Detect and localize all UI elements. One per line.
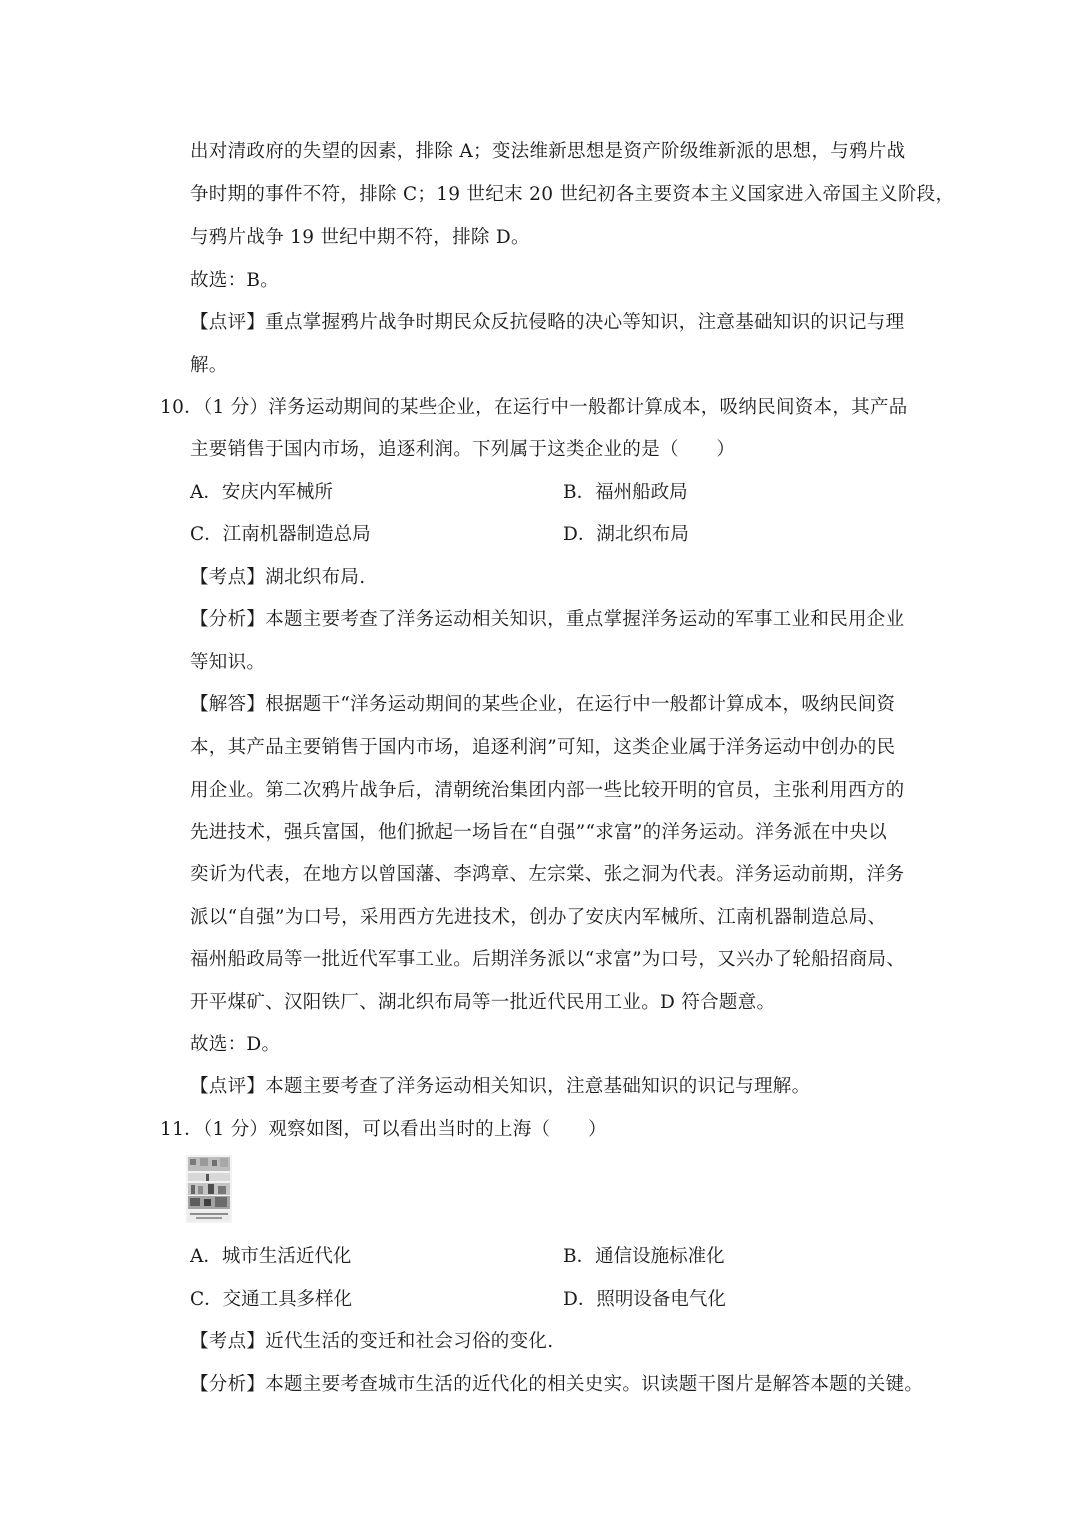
q10-answer: 福州船政局等一批近代军事工业。后期洋务派以“求富”为口号，又兴办了轮船招商局、 — [190, 949, 906, 970]
analysis-line: 出对清政府的失望的因素，排除 A；变法维新思想是资产阶级维新派的思想，与鸦片战 — [190, 141, 906, 162]
comment-line: 【点评】重点掌握鸦片战争时期民众反抗侵略的决心等知识，注意基础知识的识记与理 — [190, 312, 905, 333]
question-10-stem: 主要销售于国内市场，追逐利润。下列属于这类企业的是（ ） — [190, 439, 736, 460]
q10-answer: 开平煤矿、汉阳铁厂、湖北织布局等一批近代民用工业。D 符合题意。 — [190, 992, 776, 1013]
q11-option-c: C．交通工具多样化 — [190, 1289, 353, 1310]
shanghai-photo — [186, 1155, 232, 1223]
answer-choice: 故选：B。 — [190, 270, 280, 291]
q10-analysis: 【分析】本题主要考查了洋务运动相关知识，重点掌握洋务运动的军事工业和民用企业 — [190, 609, 905, 630]
q10-option-d: D．湖北织布局 — [563, 524, 689, 545]
q10-option-c: C．江南机器制造总局 — [190, 524, 371, 545]
q10-option-b: B．福州船政局 — [563, 482, 688, 503]
q10-answer: 【解答】根据题干“洋务运动期间的某些企业，在运行中一般都计算成本，吸纳民间资 — [190, 694, 896, 715]
q10-option-a: A．安庆内军械所 — [190, 482, 333, 503]
comment-line: 解。 — [190, 355, 228, 376]
q10-answer: 奕䜣为代表，在地方以曾国藩、李鸿章、左宗棠、张之洞为代表。洋务运动前期，洋务 — [190, 864, 905, 885]
q10-answer: 本，其产品主要销售于国内市场，追逐利润”可知，这类企业属于洋务运动中创办的民 — [190, 737, 896, 758]
q11-point: 【考点】近代生活的变迁和社会习俗的变化. — [190, 1331, 554, 1352]
analysis-line: 与鸦片战争 19 世纪中期不符，排除 D。 — [190, 227, 530, 248]
question-11-stem: 11．（1 分）观察如图，可以看出当时的上海（ ） — [160, 1119, 607, 1140]
q10-point: 【考点】湖北织布局. — [190, 567, 366, 588]
q11-option-a: A．城市生活近代化 — [190, 1246, 352, 1267]
analysis-line: 争时期的事件不符，排除 C；19 世纪末 20 世纪初各主要资本主义国家进入帝国主义阶段， — [190, 184, 955, 205]
q10-answer: 用企业。第二次鸦片战争后，清朝统治集团内部一些比较开明的官员，主张利用西方的 — [190, 780, 905, 801]
q11-option-d: D．照明设备电气化 — [563, 1289, 726, 1310]
q11-option-b: B．通信设施标准化 — [563, 1246, 725, 1267]
q10-answer: 派以“自强”为口号，采用西方先进技术，创办了安庆内军械所、江南机器制造总局、 — [190, 907, 887, 928]
q10-choice: 故选：D。 — [190, 1034, 281, 1055]
q10-comment: 【点评】本题主要考查了洋务运动相关知识，注意基础知识的识记与理解。 — [190, 1076, 811, 1097]
q11-analysis: 【分析】本题主要考查城市生活的近代化的相关史实。识读题干图片是解答本题的关键。 — [190, 1374, 924, 1395]
q10-analysis: 等知识。 — [190, 652, 266, 673]
question-10-stem: 10．（1 分）洋务运动期间的某些企业，在运行中一般都计算成本，吸纳民间资本，其产品 — [160, 397, 908, 418]
q10-answer: 先进技术，强兵富国，他们掀起一场旨在“自强”“求富”的洋务运动。洋务派在中央以 — [190, 822, 888, 843]
